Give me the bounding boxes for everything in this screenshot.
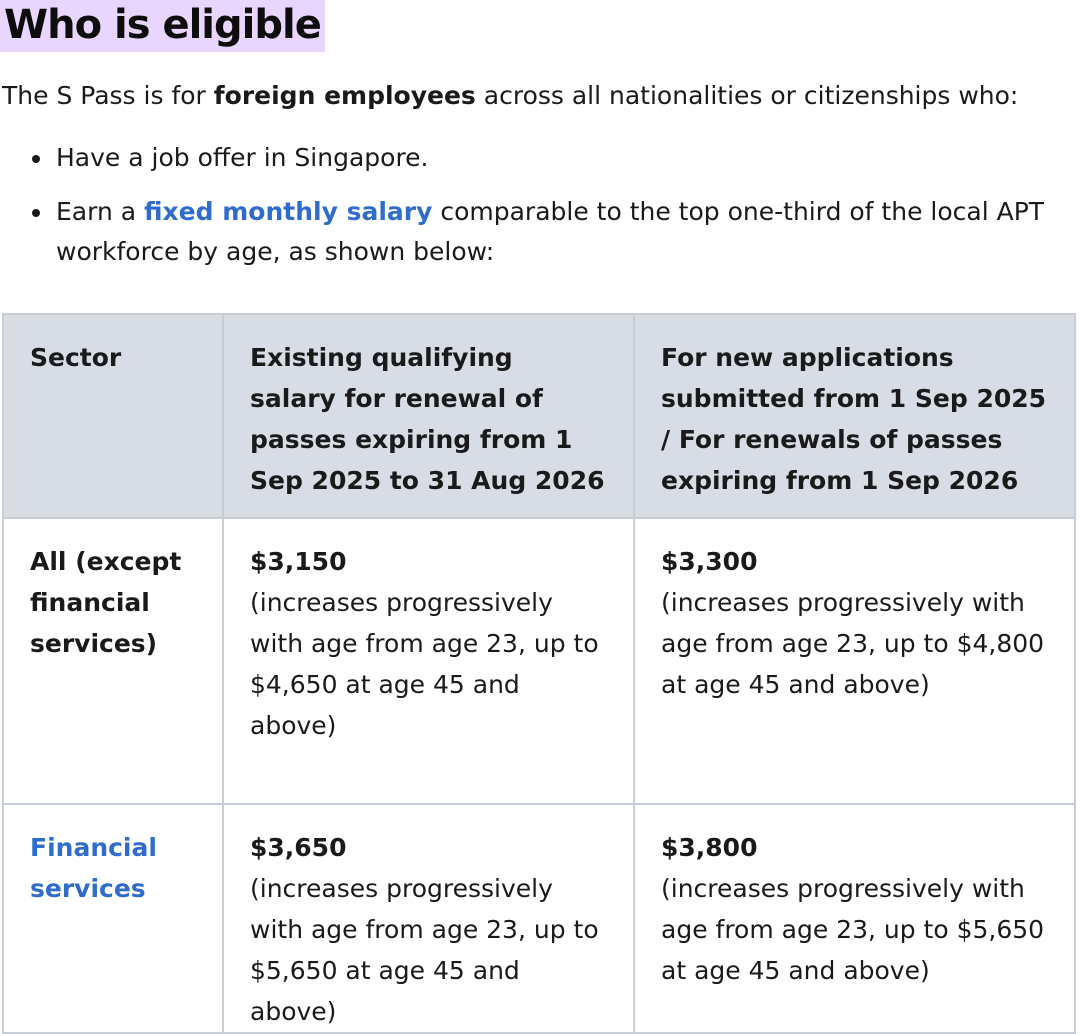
table-row xyxy=(3,804,1075,1033)
salary-note: (increases progressively with age from age 23, up to $4,800 at age 45 and above) xyxy=(661,588,1045,699)
bullet-text-end: comparable to the top one-third of the local APT workforce by age, as shown below: xyxy=(56,197,1045,266)
salary-note: (increases progressively with age from age 23, up to $5,650 at age 45 and above) xyxy=(661,874,1045,985)
qualifying-salary-table xyxy=(2,313,1076,1034)
eligibility-list xyxy=(30,138,1050,286)
salary-note: (increases progressively with age from age 23, up to $5,650 at age 45 and above) xyxy=(250,874,599,1026)
intro-text-end: across all nationalities or citizenships who: xyxy=(475,81,1019,110)
header-sector: Sector xyxy=(3,314,223,518)
bullet-text: Have a job offer in Singapore. xyxy=(56,143,429,172)
sector-cell xyxy=(3,518,223,804)
header-existing-salary: Existing qualifying salary for renewal of passes expiring from 1 Sep 2025 to 31 Aug 2026 xyxy=(223,314,634,518)
table-header-row xyxy=(3,314,1075,518)
list-item xyxy=(30,192,1050,272)
table-row xyxy=(3,518,1075,804)
intro-paragraph xyxy=(2,78,1072,114)
intro-text-start: The S Pass is for xyxy=(2,81,214,110)
header-new-applications: For new applications submitted from 1 Sep 2025 / For renewals of passes expiring from 1 Sep 2026 xyxy=(634,314,1075,518)
salary-amount: $3,300 xyxy=(661,547,758,576)
existing-salary-cell xyxy=(223,804,634,1033)
section-heading: Who is eligible xyxy=(0,0,325,52)
salary-note: (increases progressively with age from age 23, up to $4,650 at age 45 and above) xyxy=(250,588,599,740)
fixed-monthly-salary-link[interactable]: fixed monthly salary xyxy=(144,197,433,226)
salary-amount: $3,650 xyxy=(250,833,347,862)
sector-cell xyxy=(3,804,223,1033)
new-salary-cell xyxy=(634,804,1075,1033)
salary-amount: $3,150 xyxy=(250,547,347,576)
financial-services-link[interactable]: Financial services xyxy=(30,833,157,903)
salary-amount: $3,800 xyxy=(661,833,758,862)
bullet-text-start: Earn a xyxy=(56,197,145,226)
existing-salary-cell xyxy=(223,518,634,804)
list-item xyxy=(30,138,1050,178)
intro-bold-text: foreign employees xyxy=(213,81,476,110)
sector-label: All (except financial services) xyxy=(30,547,182,658)
new-salary-cell xyxy=(634,518,1075,804)
